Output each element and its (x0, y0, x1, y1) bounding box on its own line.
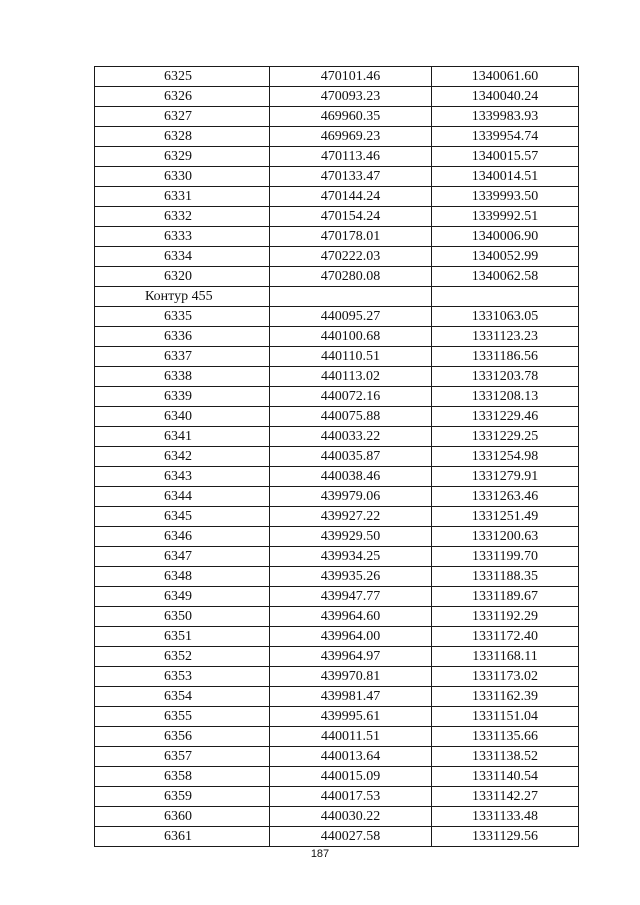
y-coordinate-cell: 1339992.51 (432, 207, 579, 227)
point-number-cell: 6352 (95, 647, 270, 667)
table-row (95, 207, 579, 227)
table-row (95, 507, 579, 527)
x-coordinate-cell: 439947.77 (270, 587, 432, 607)
point-number-cell: 6344 (95, 487, 270, 507)
empty-cell (432, 287, 579, 307)
y-coordinate-cell: 1331063.05 (432, 307, 579, 327)
point-number-cell: 6361 (95, 827, 270, 847)
table-row (95, 567, 579, 587)
x-coordinate-cell: 440030.22 (270, 807, 432, 827)
table-row (95, 667, 579, 687)
x-coordinate-cell: 439964.00 (270, 627, 432, 647)
table-row (95, 427, 579, 447)
point-number-cell: 6346 (95, 527, 270, 547)
y-coordinate-cell: 1331142.27 (432, 787, 579, 807)
coordinates-table (94, 66, 579, 847)
y-coordinate-cell: 1331151.04 (432, 707, 579, 727)
x-coordinate-cell: 470133.47 (270, 167, 432, 187)
x-coordinate-cell: 440095.27 (270, 307, 432, 327)
x-coordinate-cell: 439981.47 (270, 687, 432, 707)
x-coordinate-cell: 439964.60 (270, 607, 432, 627)
y-coordinate-cell: 1331140.54 (432, 767, 579, 787)
table-row (95, 467, 579, 487)
point-number-cell: 6350 (95, 607, 270, 627)
empty-cell (270, 287, 432, 307)
x-coordinate-cell: 439964.97 (270, 647, 432, 667)
point-number-cell: 6326 (95, 87, 270, 107)
table-row (95, 447, 579, 467)
point-number-cell: 6351 (95, 627, 270, 647)
table-row (95, 327, 579, 347)
point-number-cell: 6356 (95, 727, 270, 747)
y-coordinate-cell: 1331138.52 (432, 747, 579, 767)
y-coordinate-cell: 1340014.51 (432, 167, 579, 187)
x-coordinate-cell: 440015.09 (270, 767, 432, 787)
x-coordinate-cell: 470222.03 (270, 247, 432, 267)
table-row (95, 387, 579, 407)
point-number-cell: 6330 (95, 167, 270, 187)
y-coordinate-cell: 1331162.39 (432, 687, 579, 707)
table-row (95, 147, 579, 167)
point-number-cell: 6320 (95, 267, 270, 287)
x-coordinate-cell: 440113.02 (270, 367, 432, 387)
table-row (95, 307, 579, 327)
y-coordinate-cell: 1340040.24 (432, 87, 579, 107)
x-coordinate-cell: 439979.06 (270, 487, 432, 507)
point-number-cell: 6353 (95, 667, 270, 687)
point-number-cell: 6336 (95, 327, 270, 347)
x-coordinate-cell: 440033.22 (270, 427, 432, 447)
y-coordinate-cell: 1339983.93 (432, 107, 579, 127)
table-row (95, 547, 579, 567)
x-coordinate-cell: 470101.46 (270, 67, 432, 87)
table-row (95, 687, 579, 707)
point-number-cell: 6342 (95, 447, 270, 467)
point-number-cell: 6327 (95, 107, 270, 127)
coordinates-table-body (95, 67, 579, 847)
point-number-cell: 6329 (95, 147, 270, 167)
y-coordinate-cell: 1331123.23 (432, 327, 579, 347)
point-number-cell: 6359 (95, 787, 270, 807)
x-coordinate-cell: 439929.50 (270, 527, 432, 547)
x-coordinate-cell: 469960.35 (270, 107, 432, 127)
y-coordinate-cell: 1331135.66 (432, 727, 579, 747)
y-coordinate-cell: 1340061.60 (432, 67, 579, 87)
page-number: 187 (310, 848, 330, 860)
y-coordinate-cell: 1331229.46 (432, 407, 579, 427)
y-coordinate-cell: 1340062.58 (432, 267, 579, 287)
table-row (95, 627, 579, 647)
point-number-cell: 6348 (95, 567, 270, 587)
table-row (95, 347, 579, 367)
y-coordinate-cell: 1331229.25 (432, 427, 579, 447)
y-coordinate-cell: 1331186.56 (432, 347, 579, 367)
point-number-cell: 6358 (95, 767, 270, 787)
table-row (95, 187, 579, 207)
table-row (95, 127, 579, 147)
point-number-cell: 6338 (95, 367, 270, 387)
point-number-cell: 6335 (95, 307, 270, 327)
x-coordinate-cell: 470113.46 (270, 147, 432, 167)
x-coordinate-cell: 470280.08 (270, 267, 432, 287)
x-coordinate-cell: 440110.51 (270, 347, 432, 367)
point-number-cell: 6337 (95, 347, 270, 367)
x-coordinate-cell: 440072.16 (270, 387, 432, 407)
table-row (95, 247, 579, 267)
x-coordinate-cell: 470144.24 (270, 187, 432, 207)
x-coordinate-cell: 440075.88 (270, 407, 432, 427)
table-row (95, 587, 579, 607)
y-coordinate-cell: 1331133.48 (432, 807, 579, 827)
y-coordinate-cell: 1339954.74 (432, 127, 579, 147)
table-row (95, 227, 579, 247)
table-row (95, 707, 579, 727)
y-coordinate-cell: 1331251.49 (432, 507, 579, 527)
y-coordinate-cell: 1331173.02 (432, 667, 579, 687)
point-number-cell: 6333 (95, 227, 270, 247)
y-coordinate-cell: 1331168.11 (432, 647, 579, 667)
table-row (95, 487, 579, 507)
point-number-cell: 6332 (95, 207, 270, 227)
table-row (95, 647, 579, 667)
x-coordinate-cell: 440100.68 (270, 327, 432, 347)
point-number-cell: 6347 (95, 547, 270, 567)
table-row (95, 807, 579, 827)
y-coordinate-cell: 1331203.78 (432, 367, 579, 387)
y-coordinate-cell: 1331199.70 (432, 547, 579, 567)
table-row (95, 267, 579, 287)
x-coordinate-cell: 470154.24 (270, 207, 432, 227)
table-row (95, 607, 579, 627)
x-coordinate-cell: 440038.46 (270, 467, 432, 487)
x-coordinate-cell: 439970.81 (270, 667, 432, 687)
point-number-cell: 6357 (95, 747, 270, 767)
x-coordinate-cell: 469969.23 (270, 127, 432, 147)
x-coordinate-cell: 439935.26 (270, 567, 432, 587)
x-coordinate-cell: 440013.64 (270, 747, 432, 767)
point-number-cell: 6349 (95, 587, 270, 607)
y-coordinate-cell: 1331188.35 (432, 567, 579, 587)
y-coordinate-cell: 1331208.13 (432, 387, 579, 407)
table-row (95, 527, 579, 547)
x-coordinate-cell: 440027.58 (270, 827, 432, 847)
table-row (95, 87, 579, 107)
y-coordinate-cell: 1339993.50 (432, 187, 579, 207)
table-row (95, 747, 579, 767)
y-coordinate-cell: 1331172.40 (432, 627, 579, 647)
y-coordinate-cell: 1340052.99 (432, 247, 579, 267)
x-coordinate-cell: 440035.87 (270, 447, 432, 467)
table-row (95, 367, 579, 387)
point-number-cell: 6339 (95, 387, 270, 407)
x-coordinate-cell: 439995.61 (270, 707, 432, 727)
y-coordinate-cell: 1331200.63 (432, 527, 579, 547)
point-number-cell: 6360 (95, 807, 270, 827)
point-number-cell: 6354 (95, 687, 270, 707)
y-coordinate-cell: 1331263.46 (432, 487, 579, 507)
x-coordinate-cell: 440017.53 (270, 787, 432, 807)
y-coordinate-cell: 1331254.98 (432, 447, 579, 467)
point-number-cell: 6341 (95, 427, 270, 447)
table-row (95, 407, 579, 427)
y-coordinate-cell: 1331189.67 (432, 587, 579, 607)
x-coordinate-cell: 440011.51 (270, 727, 432, 747)
point-number-cell: 6343 (95, 467, 270, 487)
point-number-cell: 6355 (95, 707, 270, 727)
y-coordinate-cell: 1340006.90 (432, 227, 579, 247)
table-row (95, 67, 579, 87)
point-number-cell: 6340 (95, 407, 270, 427)
x-coordinate-cell: 439927.22 (270, 507, 432, 527)
table-row (95, 767, 579, 787)
x-coordinate-cell: 439934.25 (270, 547, 432, 567)
x-coordinate-cell: 470093.23 (270, 87, 432, 107)
table-row (95, 167, 579, 187)
table-row (95, 787, 579, 807)
y-coordinate-cell: 1331279.91 (432, 467, 579, 487)
table-row (95, 107, 579, 127)
table-row (95, 727, 579, 747)
point-number-cell: 6331 (95, 187, 270, 207)
y-coordinate-cell: 1331192.29 (432, 607, 579, 627)
y-coordinate-cell: 1331129.56 (432, 827, 579, 847)
section-label: Контур 455 (95, 287, 270, 307)
point-number-cell: 6334 (95, 247, 270, 267)
point-number-cell: 6345 (95, 507, 270, 527)
y-coordinate-cell: 1340015.57 (432, 147, 579, 167)
table-row (95, 827, 579, 847)
x-coordinate-cell: 470178.01 (270, 227, 432, 247)
section-row (95, 287, 579, 307)
point-number-cell: 6328 (95, 127, 270, 147)
point-number-cell: 6325 (95, 67, 270, 87)
